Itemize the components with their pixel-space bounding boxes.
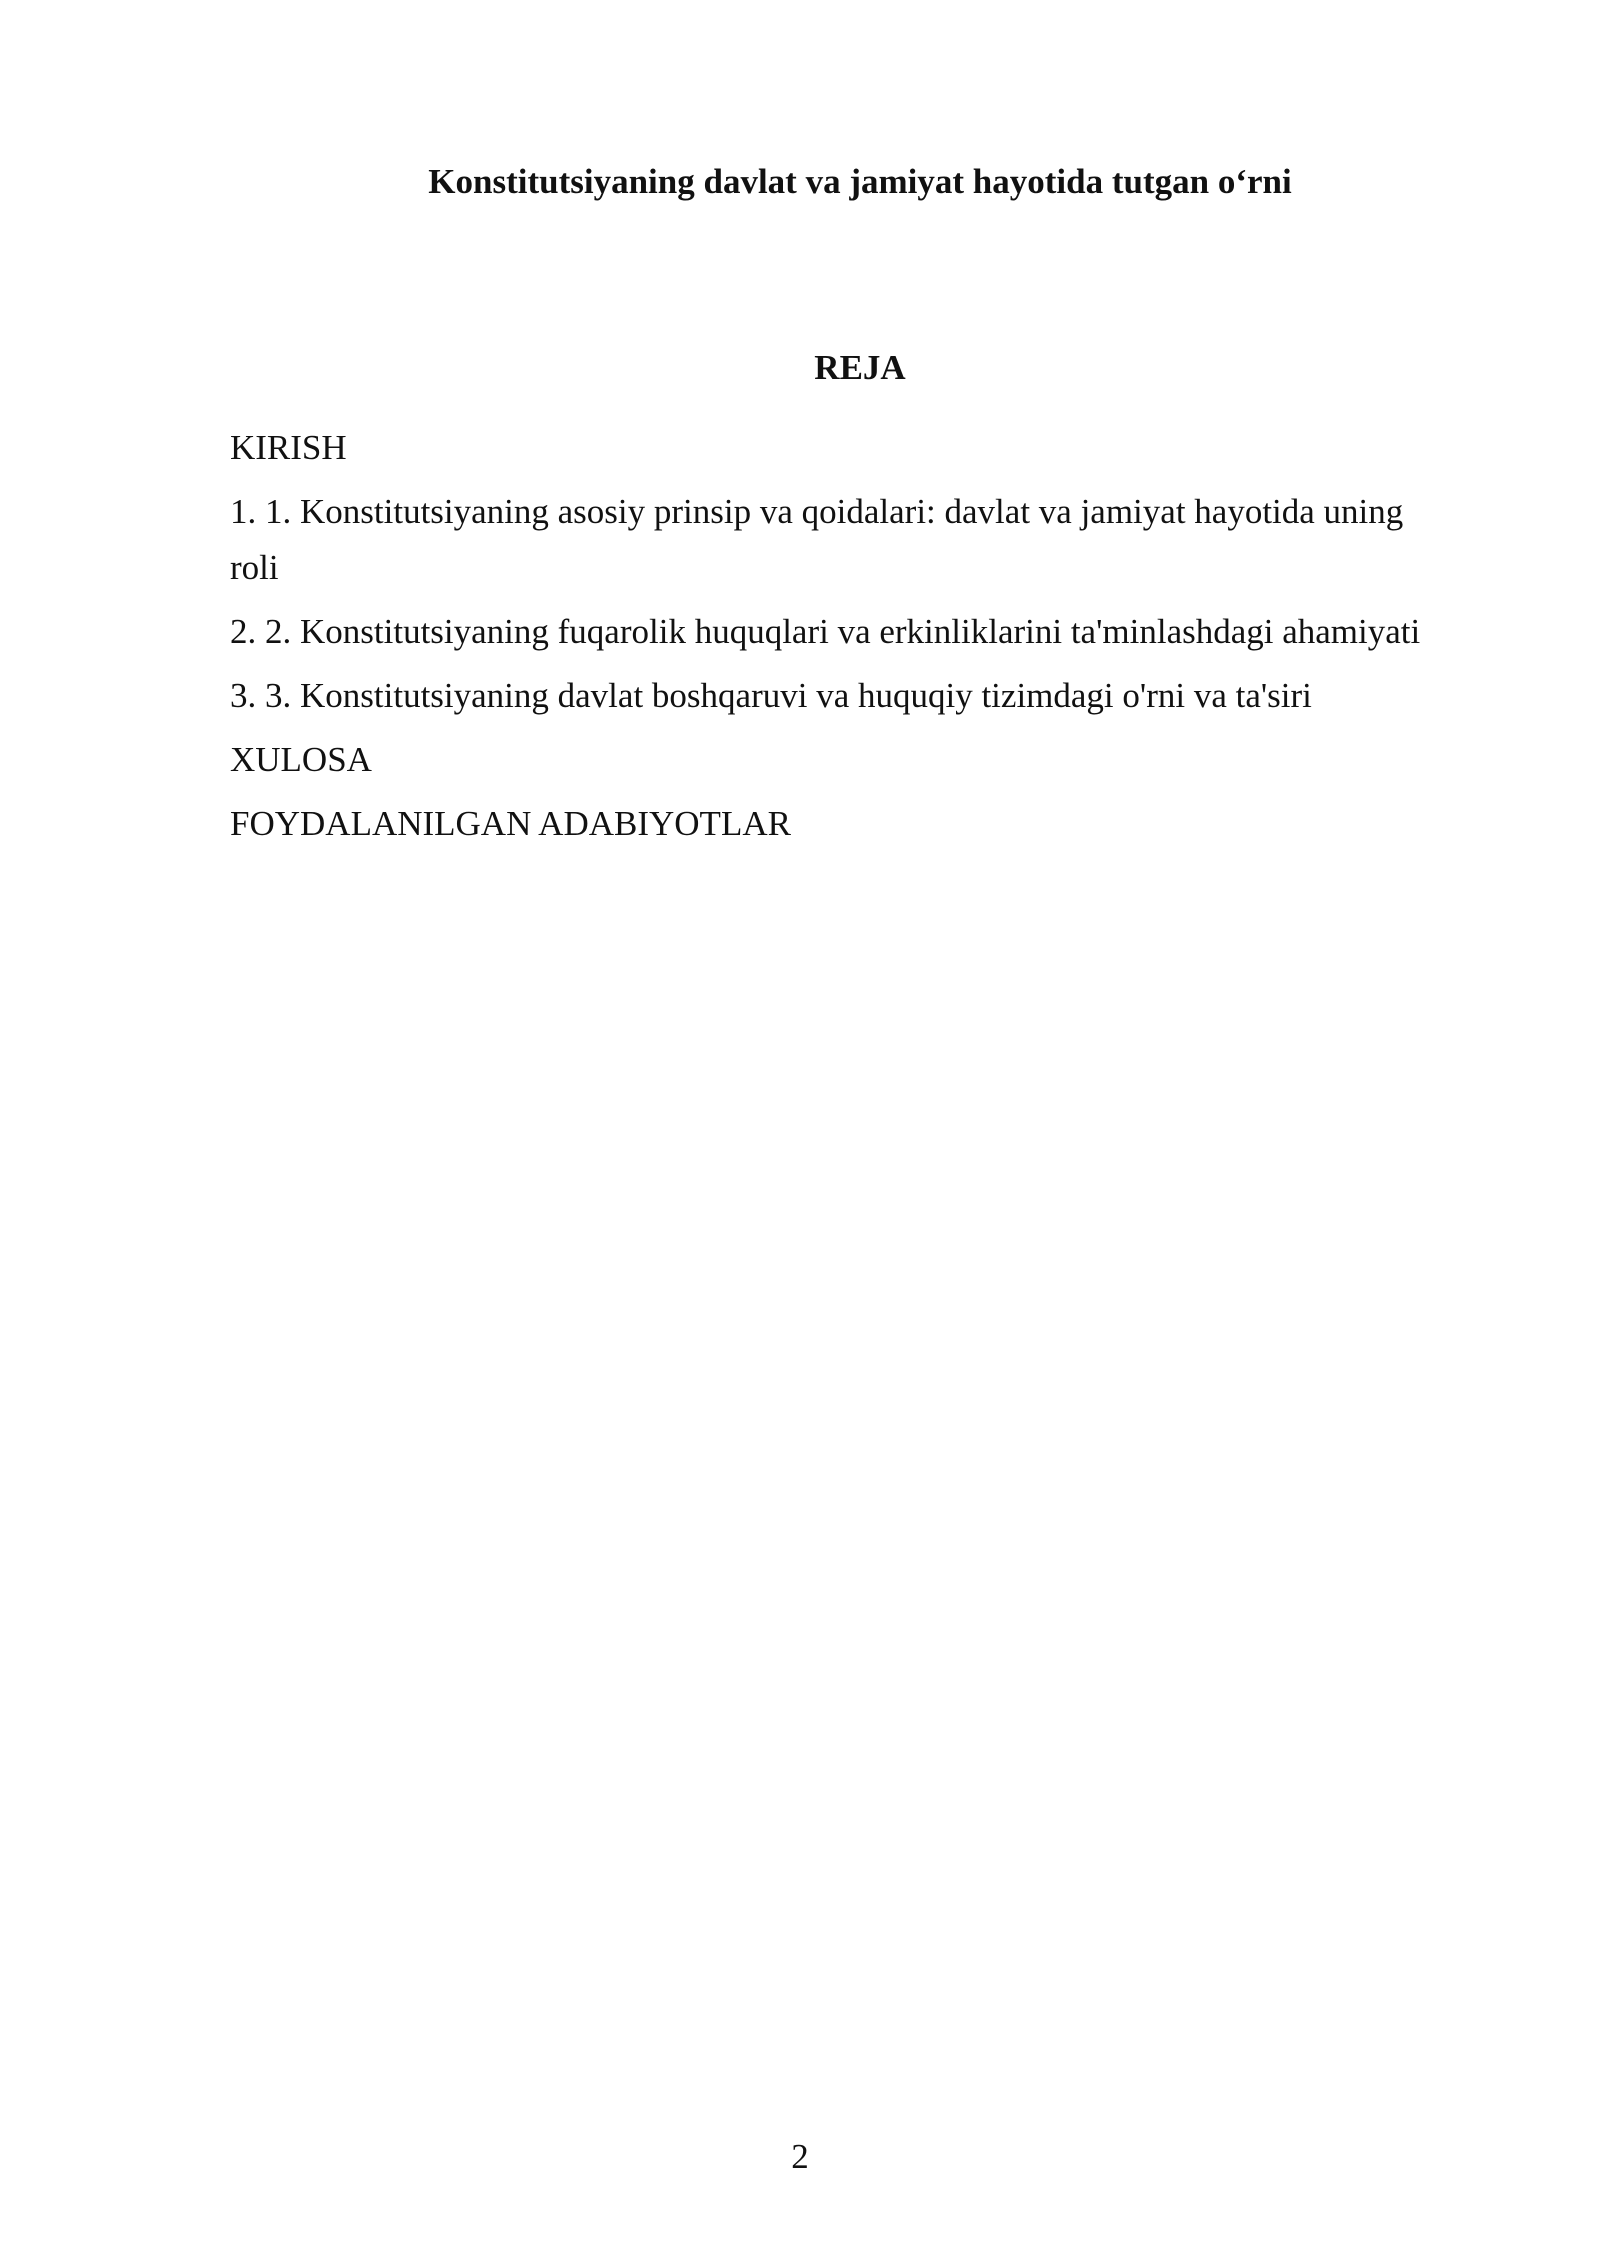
document-title: Konstitutsiyaning davlat va jamiyat hayotida tutgan o‘rni bbox=[428, 162, 1292, 201]
page-number: 2 bbox=[791, 2137, 809, 2176]
plan-item-2: 2. 2. Konstitutsiyaning fuqarolik huquqlari va erkinliklarini ta'minlashdagi ahamiyati bbox=[230, 612, 1421, 651]
plan-item-introduction: KIRISH bbox=[230, 428, 347, 467]
plan-item-1: 1. 1. Konstitutsiyaning asosiy prinsip va qoidalari: davlat va jamiyat hayotida uning roli bbox=[230, 492, 1404, 587]
plan-heading: REJA bbox=[814, 348, 906, 387]
plan-list bbox=[230, 420, 1430, 860]
plan-item-references: FOYDALANILGAN ADABIYOTLAR bbox=[230, 804, 791, 843]
plan-item-3: 3. 3. Konstitutsiyaning davlat boshqaruvi va huquqiy tizimdagi o'rni va ta'siri bbox=[230, 676, 1312, 715]
plan-item-conclusion: XULOSA bbox=[230, 740, 372, 779]
